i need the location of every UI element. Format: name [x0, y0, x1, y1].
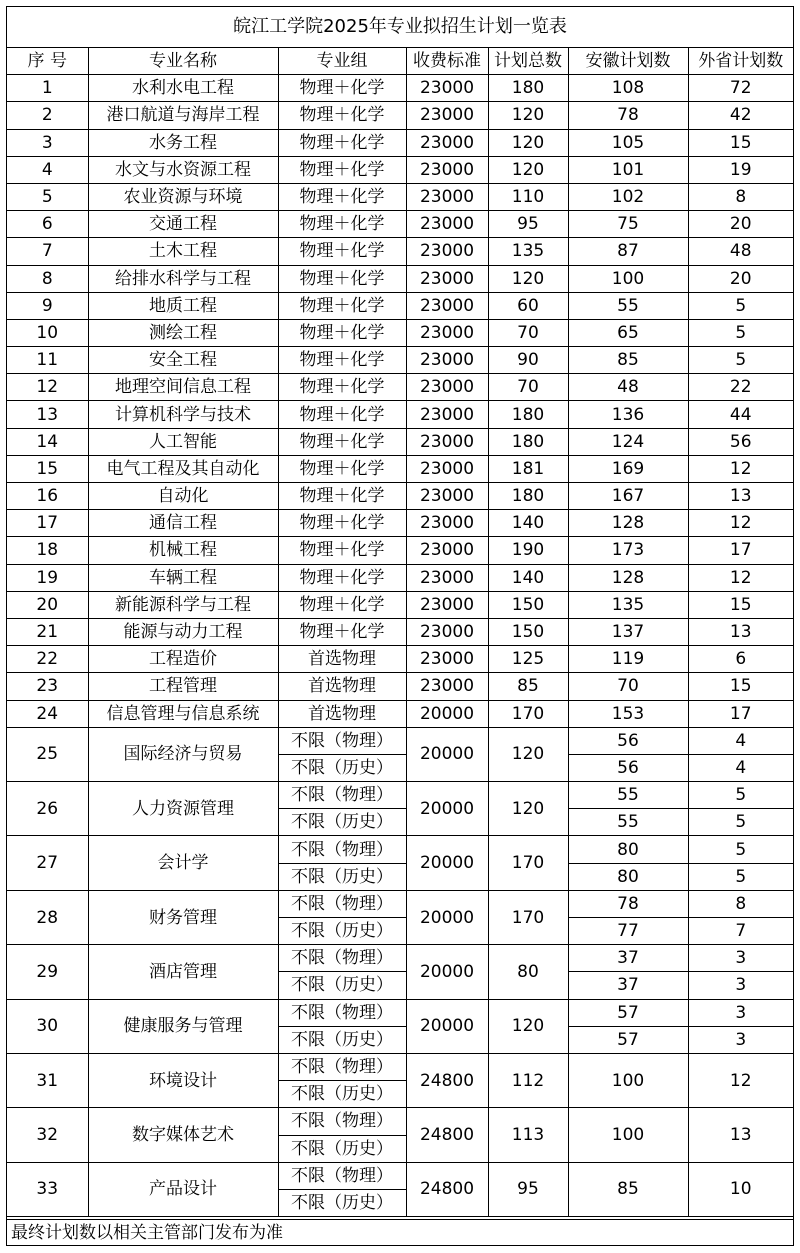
subject-group: 不限（物理）: [278, 782, 406, 809]
subject-group: 不限（历史）: [278, 918, 406, 945]
subject-group: 物理＋化学: [278, 428, 406, 455]
fee-standard: 23000: [406, 265, 488, 292]
plan-total: 70: [488, 374, 568, 401]
major-name: 车辆工程: [88, 564, 278, 591]
fee-standard: 23000: [406, 156, 488, 183]
major-name: 工程管理: [88, 673, 278, 700]
subject-group: 不限（物理）: [278, 999, 406, 1026]
table-title: 皖江工学院2025年专业拟招生计划一览表: [7, 7, 793, 48]
major-name: 国际经济与贸易: [88, 727, 278, 781]
anhui-plan: 77: [568, 918, 688, 945]
plan-total: 80: [488, 945, 568, 999]
fee-standard: 23000: [406, 401, 488, 428]
other-province-plan: 19: [688, 156, 793, 183]
fee-standard: 23000: [406, 564, 488, 591]
enrollment-plan-sheet: [6, 6, 794, 1246]
major-name: 产品设计: [88, 1162, 278, 1216]
other-province-plan: 13: [688, 483, 793, 510]
other-province-plan: 3: [688, 945, 793, 972]
subject-group: 物理＋化学: [278, 156, 406, 183]
anhui-plan: 108: [568, 75, 688, 102]
major-name: 水务工程: [88, 129, 278, 156]
fee-standard: 23000: [406, 238, 488, 265]
fee-standard: 24800: [406, 1053, 488, 1107]
subject-group: 物理＋化学: [278, 564, 406, 591]
table-row: [7, 510, 793, 537]
other-province-plan: 12: [688, 1053, 793, 1107]
table-row: [7, 591, 793, 618]
major-name: 土木工程: [88, 238, 278, 265]
table-row: [7, 673, 793, 700]
plan-total: 170: [488, 836, 568, 890]
plan-total: 120: [488, 782, 568, 836]
anhui-plan: 75: [568, 211, 688, 238]
header-group: 专业组: [278, 48, 406, 75]
anhui-plan: 57: [568, 1026, 688, 1053]
plan-total: 180: [488, 75, 568, 102]
major-name: 计算机科学与技术: [88, 401, 278, 428]
major-name: 财务管理: [88, 890, 278, 944]
footer-note: 最终计划数以相关主管部门发布为准: [7, 1219, 793, 1245]
other-province-plan: 15: [688, 673, 793, 700]
anhui-plan: 137: [568, 618, 688, 645]
row-number: 27: [7, 836, 88, 890]
anhui-plan: 78: [568, 890, 688, 917]
major-name: 港口航道与海岸工程: [88, 102, 278, 129]
anhui-plan: 85: [568, 1162, 688, 1216]
subject-group: 物理＋化学: [278, 401, 406, 428]
row-number: 6: [7, 211, 88, 238]
table-row: [7, 999, 793, 1026]
header-row: [7, 48, 793, 75]
subject-group: 不限（历史）: [278, 754, 406, 781]
subject-group: 不限（历史）: [278, 1026, 406, 1053]
other-province-plan: 3: [688, 999, 793, 1026]
other-province-plan: 12: [688, 564, 793, 591]
subject-group: 首选物理: [278, 673, 406, 700]
fee-standard: 23000: [406, 673, 488, 700]
major-name: 数字媒体艺术: [88, 1108, 278, 1162]
other-province-plan: 5: [688, 809, 793, 836]
row-number: 29: [7, 945, 88, 999]
major-name: 电气工程及其自动化: [88, 455, 278, 482]
other-province-plan: 17: [688, 537, 793, 564]
anhui-plan: 48: [568, 374, 688, 401]
plan-total: 135: [488, 238, 568, 265]
table-row: [7, 1053, 793, 1080]
subject-group: 物理＋化学: [278, 265, 406, 292]
major-name: 信息管理与信息系统: [88, 700, 278, 727]
subject-group: 不限（物理）: [278, 1108, 406, 1135]
major-name: 会计学: [88, 836, 278, 890]
plan-total: 180: [488, 428, 568, 455]
table-row: [7, 75, 793, 102]
subject-group: 不限（历史）: [278, 863, 406, 890]
plan-total: 60: [488, 292, 568, 319]
plan-total: 125: [488, 646, 568, 673]
major-name: 水文与水资源工程: [88, 156, 278, 183]
subject-group: 物理＋化学: [278, 347, 406, 374]
fee-standard: 23000: [406, 211, 488, 238]
subject-group: 不限（物理）: [278, 727, 406, 754]
table-row: [7, 265, 793, 292]
table-row: [7, 890, 793, 917]
subject-group: 物理＋化学: [278, 510, 406, 537]
fee-standard: 23000: [406, 510, 488, 537]
table-row: [7, 483, 793, 510]
table-row: [7, 727, 793, 754]
fee-standard: 23000: [406, 347, 488, 374]
table-row: [7, 238, 793, 265]
fee-standard: 23000: [406, 537, 488, 564]
anhui-plan: 100: [568, 1108, 688, 1162]
anhui-plan: 105: [568, 129, 688, 156]
subject-group: 不限（物理）: [278, 1162, 406, 1189]
other-province-plan: 12: [688, 510, 793, 537]
subject-group: 不限（历史）: [278, 1189, 406, 1216]
major-name: 新能源科学与工程: [88, 591, 278, 618]
anhui-plan: 85: [568, 347, 688, 374]
header-fee: 收费标准: [406, 48, 488, 75]
subject-group: 物理＋化学: [278, 129, 406, 156]
table-row: [7, 700, 793, 727]
table-row: [7, 537, 793, 564]
row-number: 22: [7, 646, 88, 673]
plan-total: 180: [488, 483, 568, 510]
plan-total: 120: [488, 265, 568, 292]
fee-standard: 24800: [406, 1108, 488, 1162]
table-row: [7, 374, 793, 401]
row-number: 32: [7, 1108, 88, 1162]
fee-standard: 23000: [406, 618, 488, 645]
fee-standard: 23000: [406, 129, 488, 156]
fee-standard: 23000: [406, 455, 488, 482]
table-row: [7, 618, 793, 645]
other-province-plan: 8: [688, 183, 793, 210]
other-province-plan: 44: [688, 401, 793, 428]
plan-total: 112: [488, 1053, 568, 1107]
subject-group: 物理＋化学: [278, 75, 406, 102]
subject-group: 物理＋化学: [278, 238, 406, 265]
fee-standard: 23000: [406, 183, 488, 210]
fee-standard: 20000: [406, 999, 488, 1053]
table-row: [7, 782, 793, 809]
other-province-plan: 13: [688, 1108, 793, 1162]
row-number: 17: [7, 510, 88, 537]
anhui-plan: 65: [568, 319, 688, 346]
fee-standard: 23000: [406, 75, 488, 102]
fee-standard: 23000: [406, 102, 488, 129]
header-other: 外省计划数: [688, 48, 793, 75]
table-row: [7, 129, 793, 156]
other-province-plan: 8: [688, 890, 793, 917]
anhui-plan: 128: [568, 510, 688, 537]
anhui-plan: 56: [568, 727, 688, 754]
subject-group: 物理＋化学: [278, 183, 406, 210]
plan-total: 85: [488, 673, 568, 700]
other-province-plan: 48: [688, 238, 793, 265]
row-number: 11: [7, 347, 88, 374]
other-province-plan: 4: [688, 727, 793, 754]
plan-total: 170: [488, 890, 568, 944]
major-name: 自动化: [88, 483, 278, 510]
plan-total: 95: [488, 1162, 568, 1216]
other-province-plan: 56: [688, 428, 793, 455]
other-province-plan: 15: [688, 129, 793, 156]
header-anhui: 安徽计划数: [568, 48, 688, 75]
anhui-plan: 128: [568, 564, 688, 591]
major-name: 通信工程: [88, 510, 278, 537]
anhui-plan: 124: [568, 428, 688, 455]
table-row: [7, 102, 793, 129]
other-province-plan: 22: [688, 374, 793, 401]
row-number: 9: [7, 292, 88, 319]
table-row: [7, 646, 793, 673]
other-province-plan: 13: [688, 618, 793, 645]
anhui-plan: 169: [568, 455, 688, 482]
anhui-plan: 70: [568, 673, 688, 700]
other-province-plan: 20: [688, 211, 793, 238]
row-number: 13: [7, 401, 88, 428]
major-name: 给排水科学与工程: [88, 265, 278, 292]
plan-total: 90: [488, 347, 568, 374]
table-body: [7, 75, 793, 1217]
other-province-plan: 72: [688, 75, 793, 102]
anhui-plan: 167: [568, 483, 688, 510]
fee-standard: 23000: [406, 428, 488, 455]
plan-total: 120: [488, 102, 568, 129]
major-name: 工程造价: [88, 646, 278, 673]
other-province-plan: 5: [688, 292, 793, 319]
plan-total: 140: [488, 564, 568, 591]
major-name: 交通工程: [88, 211, 278, 238]
other-province-plan: 17: [688, 700, 793, 727]
anhui-plan: 100: [568, 265, 688, 292]
plan-total: 150: [488, 618, 568, 645]
subject-group: 首选物理: [278, 646, 406, 673]
row-number: 18: [7, 537, 88, 564]
row-number: 31: [7, 1053, 88, 1107]
anhui-plan: 173: [568, 537, 688, 564]
subject-group: 不限（物理）: [278, 836, 406, 863]
subject-group: 首选物理: [278, 700, 406, 727]
major-name: 人力资源管理: [88, 782, 278, 836]
major-name: 测绘工程: [88, 319, 278, 346]
plan-total: 95: [488, 211, 568, 238]
subject-group: 不限（历史）: [278, 1135, 406, 1162]
major-name: 水利水电工程: [88, 75, 278, 102]
row-number: 16: [7, 483, 88, 510]
table-row: [7, 156, 793, 183]
table-row: [7, 347, 793, 374]
table-row: [7, 211, 793, 238]
row-number: 2: [7, 102, 88, 129]
table-row: [7, 1108, 793, 1135]
major-name: 农业资源与环境: [88, 183, 278, 210]
row-number: 23: [7, 673, 88, 700]
anhui-plan: 87: [568, 238, 688, 265]
plan-total: 140: [488, 510, 568, 537]
plan-total: 120: [488, 129, 568, 156]
major-name: 环境设计: [88, 1053, 278, 1107]
header-total: 计划总数: [488, 48, 568, 75]
major-name: 人工智能: [88, 428, 278, 455]
subject-group: 物理＋化学: [278, 483, 406, 510]
anhui-plan: 100: [568, 1053, 688, 1107]
anhui-plan: 56: [568, 754, 688, 781]
other-province-plan: 12: [688, 455, 793, 482]
row-number: 4: [7, 156, 88, 183]
fee-standard: 20000: [406, 727, 488, 781]
plan-total: 150: [488, 591, 568, 618]
fee-standard: 23000: [406, 374, 488, 401]
other-province-plan: 3: [688, 972, 793, 999]
row-number: 5: [7, 183, 88, 210]
plan-total: 120: [488, 156, 568, 183]
fee-standard: 20000: [406, 945, 488, 999]
fee-standard: 20000: [406, 782, 488, 836]
plan-total: 70: [488, 319, 568, 346]
row-number: 15: [7, 455, 88, 482]
anhui-plan: 37: [568, 972, 688, 999]
subject-group: 物理＋化学: [278, 319, 406, 346]
anhui-plan: 55: [568, 292, 688, 319]
header-major: 专业名称: [88, 48, 278, 75]
row-number: 26: [7, 782, 88, 836]
other-province-plan: 5: [688, 347, 793, 374]
subject-group: 不限（物理）: [278, 945, 406, 972]
subject-group: 物理＋化学: [278, 618, 406, 645]
other-province-plan: 10: [688, 1162, 793, 1216]
header-no: 序 号: [7, 48, 88, 75]
anhui-plan: 135: [568, 591, 688, 618]
row-number: 8: [7, 265, 88, 292]
anhui-plan: 101: [568, 156, 688, 183]
fee-standard: 20000: [406, 836, 488, 890]
fee-standard: 20000: [406, 890, 488, 944]
row-number: 12: [7, 374, 88, 401]
row-number: 21: [7, 618, 88, 645]
plan-total: 181: [488, 455, 568, 482]
row-number: 33: [7, 1162, 88, 1216]
row-number: 20: [7, 591, 88, 618]
table-row: [7, 945, 793, 972]
table-row: [7, 319, 793, 346]
major-name: 能源与动力工程: [88, 618, 278, 645]
fee-standard: 23000: [406, 292, 488, 319]
row-number: 3: [7, 129, 88, 156]
fee-standard: 23000: [406, 646, 488, 673]
subject-group: 物理＋化学: [278, 374, 406, 401]
plan-total: 120: [488, 999, 568, 1053]
subject-group: 不限（历史）: [278, 1081, 406, 1108]
plan-total: 180: [488, 401, 568, 428]
other-province-plan: 4: [688, 754, 793, 781]
row-number: 24: [7, 700, 88, 727]
major-name: 酒店管理: [88, 945, 278, 999]
table-row: [7, 292, 793, 319]
subject-group: 物理＋化学: [278, 455, 406, 482]
row-number: 30: [7, 999, 88, 1053]
fee-standard: 23000: [406, 483, 488, 510]
subject-group: 物理＋化学: [278, 591, 406, 618]
anhui-plan: 80: [568, 836, 688, 863]
plan-total: 113: [488, 1108, 568, 1162]
anhui-plan: 119: [568, 646, 688, 673]
anhui-plan: 136: [568, 401, 688, 428]
subject-group: 物理＋化学: [278, 537, 406, 564]
anhui-plan: 102: [568, 183, 688, 210]
other-province-plan: 5: [688, 782, 793, 809]
subject-group: 物理＋化学: [278, 211, 406, 238]
major-name: 地理空间信息工程: [88, 374, 278, 401]
fee-standard: 20000: [406, 700, 488, 727]
table-row: [7, 455, 793, 482]
plan-total: 110: [488, 183, 568, 210]
table-row: [7, 1162, 793, 1189]
anhui-plan: 78: [568, 102, 688, 129]
other-province-plan: 7: [688, 918, 793, 945]
other-province-plan: 20: [688, 265, 793, 292]
anhui-plan: 55: [568, 782, 688, 809]
subject-group: 不限（物理）: [278, 890, 406, 917]
fee-standard: 23000: [406, 591, 488, 618]
plan-total: 190: [488, 537, 568, 564]
anhui-plan: 37: [568, 945, 688, 972]
table-row: [7, 564, 793, 591]
other-province-plan: 5: [688, 863, 793, 890]
major-name: 地质工程: [88, 292, 278, 319]
major-name: 健康服务与管理: [88, 999, 278, 1053]
table-row: [7, 428, 793, 455]
row-number: 19: [7, 564, 88, 591]
plan-total: 120: [488, 727, 568, 781]
plan-total: 170: [488, 700, 568, 727]
row-number: 7: [7, 238, 88, 265]
subject-group: 不限（历史）: [278, 972, 406, 999]
anhui-plan: 80: [568, 863, 688, 890]
table-row: [7, 836, 793, 863]
row-number: 1: [7, 75, 88, 102]
other-province-plan: 3: [688, 1026, 793, 1053]
fee-standard: 23000: [406, 319, 488, 346]
anhui-plan: 57: [568, 999, 688, 1026]
table-row: [7, 183, 793, 210]
other-province-plan: 6: [688, 646, 793, 673]
major-name: 机械工程: [88, 537, 278, 564]
fee-standard: 24800: [406, 1162, 488, 1216]
subject-group: 物理＋化学: [278, 102, 406, 129]
row-number: 14: [7, 428, 88, 455]
major-name: 安全工程: [88, 347, 278, 374]
other-province-plan: 5: [688, 836, 793, 863]
subject-group: 不限（物理）: [278, 1053, 406, 1080]
row-number: 28: [7, 890, 88, 944]
anhui-plan: 55: [568, 809, 688, 836]
enrollment-table: [7, 47, 793, 1217]
anhui-plan: 153: [568, 700, 688, 727]
subject-group: 不限（历史）: [278, 809, 406, 836]
subject-group: 物理＋化学: [278, 292, 406, 319]
row-number: 10: [7, 319, 88, 346]
table-row: [7, 401, 793, 428]
row-number: 25: [7, 727, 88, 781]
other-province-plan: 5: [688, 319, 793, 346]
other-province-plan: 15: [688, 591, 793, 618]
other-province-plan: 42: [688, 102, 793, 129]
